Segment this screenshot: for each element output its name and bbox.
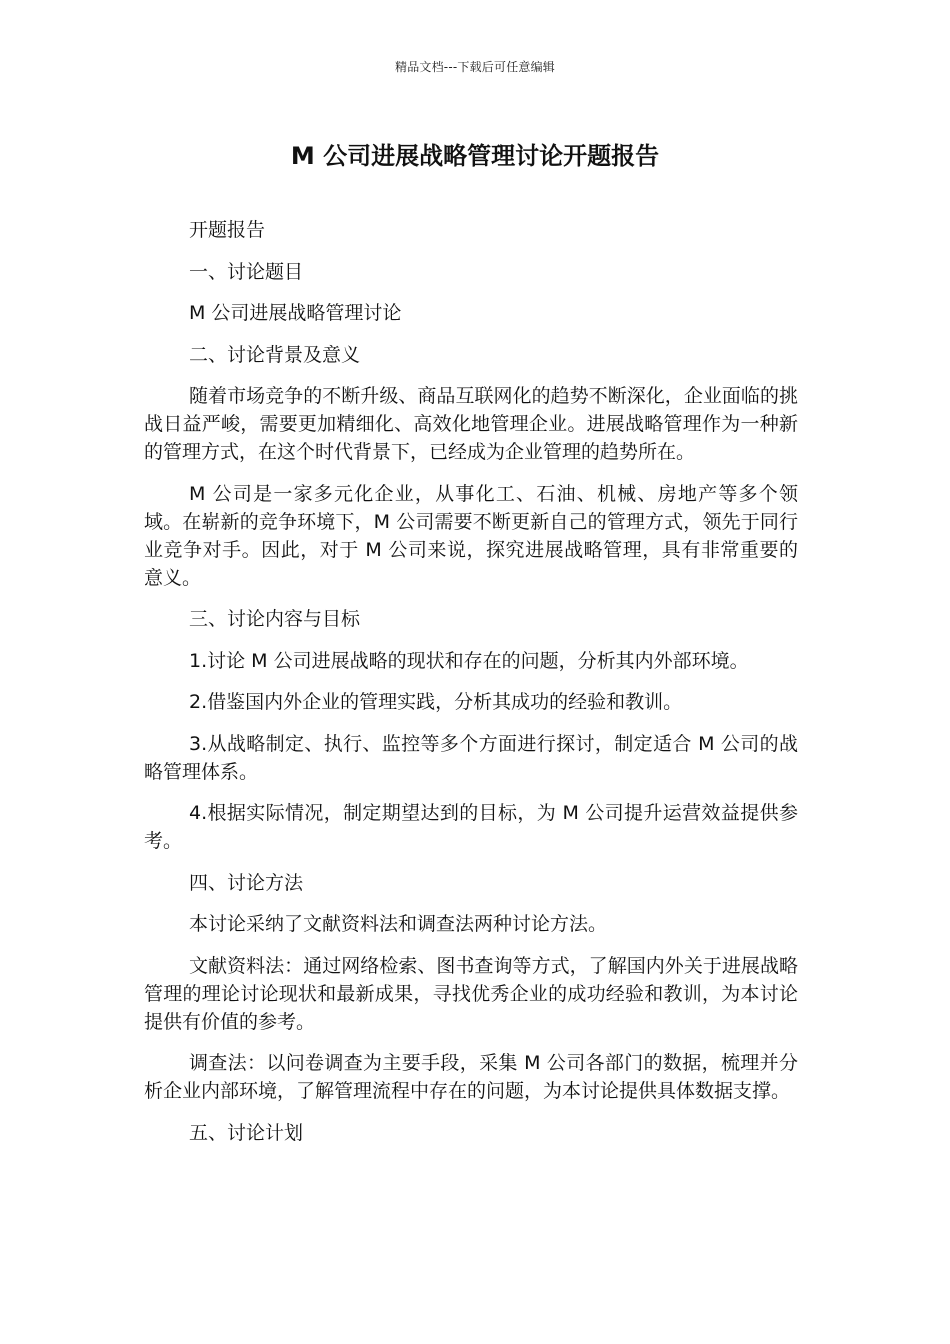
list-item-content-2: 2.借鉴国内外企业的管理实践，分析其成功的经验和教训。 bbox=[189, 691, 683, 713]
paragraph-methods-intro: 本讨论采纳了文献资料法和调查法两种讨论方法。 bbox=[189, 913, 608, 935]
paragraph-report-label: 开题报告 bbox=[189, 219, 266, 241]
section-heading-content: 三、讨论内容与目标 bbox=[189, 608, 361, 630]
paragraph-topic: M 公司进展战略管理讨论 bbox=[189, 302, 402, 324]
paragraph-background-1: 随着市场竞争的不断升级、商品互联网化的趋势不断深化，企业面临的挑战日益严峻，需要更加精细化、高效化地管理企业。进展战略管理作为一种新的管理方式，在这个时代背景下，已经成为企业管理的趋势所在。 bbox=[144, 385, 798, 463]
list-item-content-3: 3.从战略制定、执行、监控等多个方面进行探讨，制定适合 M 公司的战略管理体系。 bbox=[144, 732, 798, 783]
list-item-content-4: 4.根据实际情况，制定期望达到的目标，为 M 公司提升运营效益提供参考。 bbox=[144, 802, 798, 852]
section-heading-topic: 一、讨论题目 bbox=[189, 260, 304, 283]
section-heading-methods: 四、讨论方法 bbox=[189, 871, 304, 894]
document-body bbox=[144, 216, 798, 1160]
paragraph-literature-method: 文献资料法：通过网络检索、图书查询等方式，了解国内外关于进展战略管理的理论讨论现状和最新成果，寻找优秀企业的成功经验和教训，为本讨论提供有价值的参考。 bbox=[144, 954, 798, 1033]
section-heading-plan: 五、讨论计划 bbox=[189, 1121, 304, 1144]
list-item-content-1: 1.讨论 M 公司进展战略的现状和存在的问题，分析其内外部环境。 bbox=[189, 649, 749, 672]
document-title: M 公司进展战略管理讨论开题报告 bbox=[290, 142, 660, 170]
paragraph-background-2: M 公司是一家多元化企业，从事化工、石油、机械、房地产等多个领域。在崭新的竞争环境下，M 公司需要不断更新自己的管理方式，领先于同行业竞争对手。因此，对于 M 公司来说，探究进展战略管理，具有非常重要的意义。 bbox=[144, 482, 798, 589]
section-heading-background: 二、讨论背景及意义 bbox=[189, 343, 361, 366]
header-note: 精品文档---下载后可任意编辑 bbox=[395, 60, 555, 74]
paragraph-survey-method: 调查法：以问卷调查为主要手段，采集 M 公司各部门的数据，梳理并分析企业内部环境，了解管理流程中存在的问题，为本讨论提供具体数据支撑。 bbox=[144, 1052, 798, 1102]
